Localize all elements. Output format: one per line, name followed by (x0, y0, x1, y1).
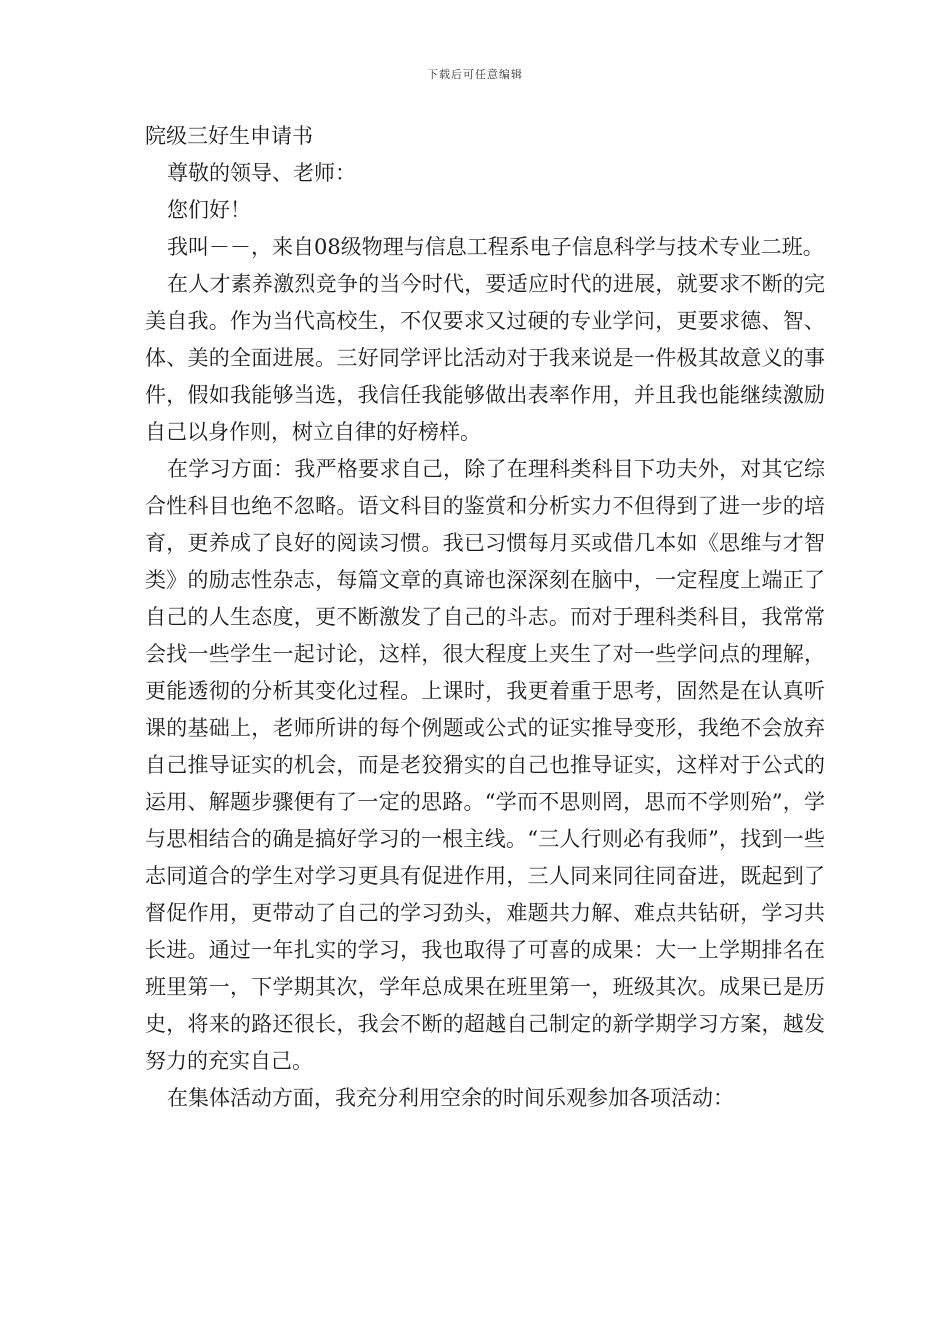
salutation: 尊敬的领导、老师： (167, 161, 356, 185)
paragraph-intro: 我叫－－，来自08级物理与信息工程系电子信息科学与技术专业二班。 (167, 235, 824, 259)
greeting: 您们好！ (167, 198, 251, 222)
paragraph-study: 在学习方面：我严格要求自己，除了在理科类科目下功夫外，对其它综合性科目也绝不忽略。语文科目的鉴赏和分析实力不但得到了进一步的培育，更养成了良好的阅读习惯。我已习惯每月买或借几本如《思维与才智类》的励志性杂志，每篇文章的真谛也深深刻在脑中，一定程度上端正了自己的人生态度，更不断激发了自己的斗志。而对于理科类科目，我常常会找一些学生一起讨论，这样，很大程度上夹生了对一些学问点的理解，更能透彻的分析其变化过程。上课时，我更着重于思考，固然是在认真听课的基础上，老师所讲的每个例题或公式的证实推导变形，我绝不会放弃自己推导证实的机会，而是老狡猾实的自己也推导证实，这样对于公式的运用、解题步骤便有了一定的思路。“学而不思则罔，思而不学则殆”，学与思相结合的确是搞好学习的一根主线。“三人行则必有我师”，找到一些志同道合的学生对学习更具有促进作用，三人同来同往同奋进，既起到了督促作用，更带动了自己的学习劲头，难题共力解、难点共钻研，学习共长进。通过一年扎实的学习，我也取得了可喜的成果：大一上学期排名在班里第一，下学期其次，学年总成果在班里第一，班级其次。成果已是历史，将来的路还很长，我会不断的超越自己制定的新学期学习方案，越发努力的充实自己。 (145, 457, 825, 1073)
document-title: 院级三好生申请书 (145, 124, 313, 148)
paragraph-motivation: 在人才素养激烈竞争的当今时代，要适应时代的进展，就要求不断的完美自我。作为当代高校生，不仅要求又过硬的专业学问，更要求德、智、体、美的全面进展。三好同学评比活动对于我来说是一件极其故意义的事件，假如我能够当选，我信任我能够做出表率作用，并且我也能继续激励自己以身作则，树立自律的好榜样。 (145, 272, 825, 444)
document-body (145, 118, 825, 1117)
paragraph-activities: 在集体活动方面，我充分利用空余的时间乐观参加各项活动： (167, 1086, 734, 1110)
page-header-note: 下载后可任意编辑 (427, 68, 523, 81)
